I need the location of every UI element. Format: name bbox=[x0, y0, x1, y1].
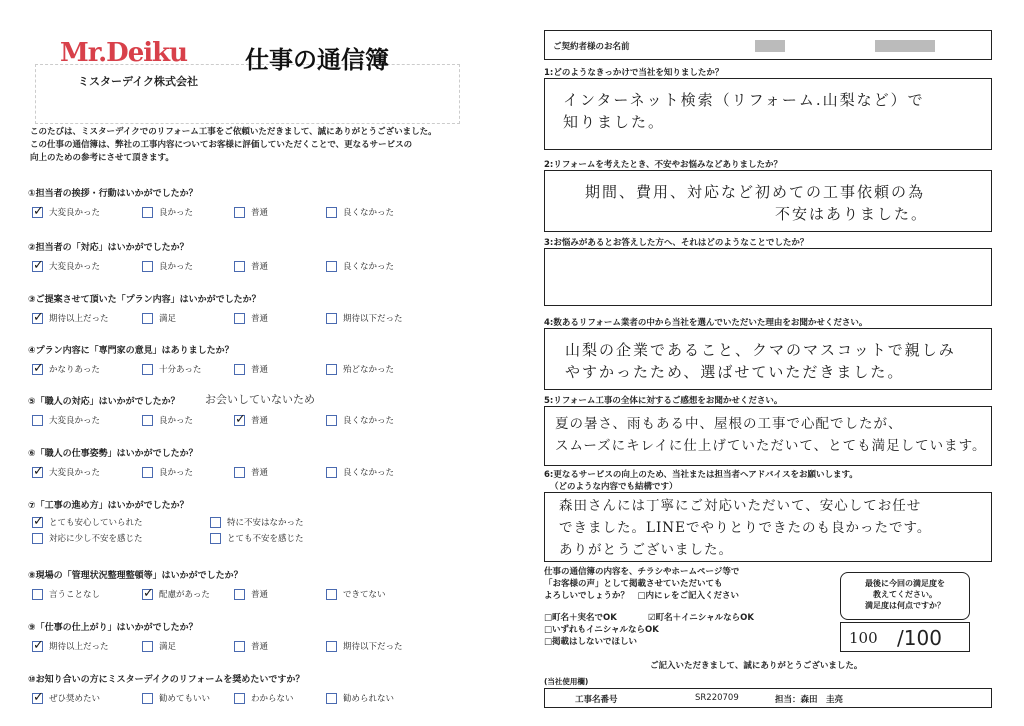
option-label: 良くなかった bbox=[343, 416, 395, 426]
option-label: 良くなかった bbox=[343, 208, 395, 218]
option-label: わからない bbox=[251, 694, 294, 704]
option-label: 良くなかった bbox=[343, 262, 395, 272]
q1-option-3[interactable] bbox=[234, 206, 308, 218]
q10-option-3[interactable] bbox=[234, 692, 308, 704]
option-label: 普通 bbox=[251, 208, 269, 218]
question-9-label: ⑨「仕事の仕上がり」はいかがでしたか？ bbox=[28, 623, 198, 633]
question-10-label: ⑩お知り合いの方にミスターデイクのリフォームを奨めたいですか？ bbox=[28, 675, 305, 685]
survey-left-page bbox=[0, 0, 500, 726]
checkbox[interactable] bbox=[142, 641, 153, 652]
checkbox[interactable] bbox=[142, 364, 153, 375]
q3-option-1[interactable] bbox=[32, 312, 124, 324]
q5-option-2[interactable] bbox=[142, 414, 216, 426]
option-label: 大変良かった bbox=[49, 416, 101, 426]
option-label: 普通 bbox=[251, 314, 269, 324]
checkbox[interactable] bbox=[326, 641, 337, 652]
q3-label: 3:お悩みがあるとお答えした方へ、それはどのようなことでしたか？ bbox=[544, 238, 809, 248]
name-label: ご契約者様のお名前 bbox=[553, 42, 630, 52]
checkbox[interactable] bbox=[234, 313, 245, 324]
option-label: ぜひ奨めたい bbox=[49, 694, 101, 704]
checkbox[interactable] bbox=[234, 415, 245, 426]
option-label: 十分あった bbox=[159, 365, 202, 375]
q7-option-4[interactable] bbox=[210, 532, 370, 544]
checkbox[interactable] bbox=[234, 467, 245, 478]
checkbox[interactable] bbox=[32, 415, 43, 426]
checkbox[interactable] bbox=[234, 364, 245, 375]
q3-option-4[interactable] bbox=[326, 312, 403, 324]
option-label: 配慮があった bbox=[159, 590, 210, 600]
option-label: 特に不安はなかった bbox=[227, 518, 304, 528]
checkbox[interactable] bbox=[32, 517, 43, 528]
name-field[interactable] bbox=[544, 30, 992, 60]
option-label: 普通 bbox=[251, 416, 269, 426]
survey-right-page bbox=[520, 0, 1024, 726]
thanks-text: ご記入いただきまして、誠にありがとうございました。 bbox=[650, 661, 863, 671]
publish-option-initials[interactable]: ☑町名＋イニシャルならOK bbox=[648, 613, 754, 623]
option-label: 期待以上だった bbox=[49, 314, 109, 324]
checkbox[interactable] bbox=[142, 415, 153, 426]
option-label: 普通 bbox=[251, 262, 269, 272]
q10-option-4[interactable] bbox=[326, 692, 400, 704]
q5-handwritten-note: お会いしていないため bbox=[205, 393, 315, 406]
checkbox[interactable] bbox=[326, 313, 337, 324]
option-label: 良かった bbox=[159, 416, 194, 426]
q9-option-2[interactable] bbox=[142, 640, 216, 652]
company-logo: Mr.Deiku bbox=[60, 38, 188, 68]
q5-option-4[interactable] bbox=[326, 414, 400, 426]
q6-answer-box[interactable] bbox=[544, 492, 992, 562]
option-label: 良かった bbox=[159, 208, 194, 218]
q10-option-2[interactable] bbox=[142, 692, 216, 704]
q7-option-1[interactable] bbox=[32, 516, 192, 528]
company-name: ミスターデイク株式会社 bbox=[78, 75, 199, 88]
q5-option-3[interactable] bbox=[234, 414, 308, 426]
q3-option-3[interactable] bbox=[234, 312, 308, 324]
q6-answer: 森田さんには丁寧にご対応いただいて、安心してお任せ できました。LINEでやりとりできたのも良かったです。 ありがとうございました。 bbox=[559, 498, 932, 558]
q3-answer-box[interactable] bbox=[544, 248, 992, 306]
option-label: 言うことなし bbox=[49, 590, 101, 600]
q2-option-3[interactable] bbox=[234, 260, 308, 272]
option-label: 普通 bbox=[251, 642, 269, 652]
checkbox[interactable] bbox=[210, 533, 221, 544]
q3-option-2[interactable] bbox=[142, 312, 216, 324]
question-6-label: ⑥「職人の仕事姿勢」はいかがでしたか？ bbox=[28, 449, 198, 459]
checkbox[interactable] bbox=[142, 467, 153, 478]
q5-label: 5:リフォーム工事の全体に対するご感想をお聞かせください。 bbox=[544, 396, 783, 406]
q2-option-1[interactable] bbox=[32, 260, 124, 272]
redacted-surname bbox=[755, 40, 785, 52]
checkbox[interactable] bbox=[142, 693, 153, 704]
q5-answer-box[interactable] bbox=[544, 406, 992, 466]
publish-consent-text: 仕事の通信簿の内容を、チラシやホームページ等で 「お客様の声」として掲載させていただいても よろしいでしょうか？ □内にㇾをご記入ください bbox=[544, 567, 740, 601]
q4-label: 4:数あるリフォーム業者の中から当社を選んでいただいた理由をお聞かせください。 bbox=[544, 318, 868, 328]
checkbox[interactable] bbox=[32, 261, 43, 272]
checkbox[interactable] bbox=[234, 207, 245, 218]
checkbox[interactable] bbox=[32, 533, 43, 544]
checkbox[interactable] bbox=[32, 589, 43, 600]
checkbox[interactable] bbox=[326, 364, 337, 375]
q6-label: 6:更なるサービスの向上のため、当社または担当者へアドバイスをお願いします。 bbox=[544, 470, 858, 480]
q1-option-1[interactable] bbox=[32, 206, 124, 218]
checkbox[interactable] bbox=[142, 589, 153, 600]
q2-option-2[interactable] bbox=[142, 260, 216, 272]
q1-label: 1:どのようなきっかけで当社を知りましたか？ bbox=[544, 68, 724, 78]
publish-option-all-initials[interactable]: □いずれもイニシャルならOK bbox=[544, 625, 659, 635]
checkbox[interactable] bbox=[32, 364, 43, 375]
checkbox[interactable] bbox=[32, 207, 43, 218]
q9-option-1[interactable] bbox=[32, 640, 124, 652]
redacted-given-name bbox=[875, 40, 935, 52]
checkbox[interactable] bbox=[234, 641, 245, 652]
work-info-row bbox=[544, 688, 992, 708]
q5-option-1[interactable] bbox=[32, 414, 124, 426]
option-label: 期待以下だった bbox=[343, 314, 403, 324]
option-label: とても不安を感じた bbox=[227, 534, 304, 544]
option-label: 大変良かった bbox=[49, 208, 101, 218]
option-label: かなりあった bbox=[49, 365, 100, 375]
option-label: とても安心していられた bbox=[49, 518, 143, 528]
q4-option-4[interactable] bbox=[326, 363, 400, 375]
option-label: 勧められない bbox=[343, 694, 395, 704]
option-label: できてない bbox=[343, 590, 386, 600]
option-label: 普通 bbox=[251, 468, 269, 478]
q8-option-4[interactable] bbox=[326, 588, 400, 600]
q4-answer: 山梨の企業であること、クマのマスコットで親しみ やすかったため、選ばせていただきました。 bbox=[565, 341, 956, 381]
option-label: 大変良かった bbox=[49, 468, 101, 478]
q9-option-4[interactable] bbox=[326, 640, 403, 652]
publish-option-realname[interactable]: □町名＋実名でOK bbox=[544, 613, 617, 623]
option-label: 良くなかった bbox=[343, 468, 395, 478]
q1-option-4[interactable] bbox=[326, 206, 400, 218]
option-label: 良かった bbox=[159, 468, 194, 478]
checkbox[interactable] bbox=[32, 467, 43, 478]
q7-option-2[interactable] bbox=[210, 516, 370, 528]
option-label: 期待以上だった bbox=[49, 642, 109, 652]
q4-answer-box[interactable] bbox=[544, 328, 992, 390]
checkbox[interactable] bbox=[234, 693, 245, 704]
checkbox[interactable] bbox=[326, 415, 337, 426]
checkbox[interactable] bbox=[326, 261, 337, 272]
question-8-label: ⑧現場の「管理状況整理整頓等」はいかがでしたか？ bbox=[28, 571, 243, 581]
q1-answer: インターネット検索（リフォーム.山梨など）で 知りました。 bbox=[563, 91, 925, 131]
option-label: 期待以下だった bbox=[343, 642, 403, 652]
score-value: 100 bbox=[849, 629, 878, 647]
checkbox[interactable] bbox=[32, 693, 43, 704]
question-3-label: ③ご提案させて頂いた「プラン内容」はいかがでしたか？ bbox=[28, 295, 261, 305]
question-5-label: ⑤「職人の対応」はいかがでしたか？ bbox=[28, 397, 180, 407]
checkbox[interactable] bbox=[326, 207, 337, 218]
q6-sublabel: （どのような内容でも結構です） bbox=[550, 482, 678, 492]
option-label: 良かった bbox=[159, 262, 194, 272]
page-title: 仕事の通信簿 bbox=[245, 46, 389, 74]
q6-option-3[interactable] bbox=[234, 466, 308, 478]
satisfaction-prompt: 最後に今回の満足度を 教えてください。 満足度は何点ですか？ bbox=[840, 572, 970, 620]
checkbox[interactable] bbox=[210, 517, 221, 528]
option-label: 大変良かった bbox=[49, 262, 101, 272]
question-2-label: ②担当者の「対応」はいかがでしたか？ bbox=[28, 243, 189, 253]
checkbox[interactable] bbox=[32, 641, 43, 652]
q9-option-3[interactable] bbox=[234, 640, 308, 652]
option-label: 満足 bbox=[159, 314, 177, 324]
checkbox[interactable] bbox=[142, 207, 153, 218]
option-label: 普通 bbox=[251, 590, 269, 600]
q6-option-4[interactable] bbox=[326, 466, 400, 478]
q1-option-2[interactable] bbox=[142, 206, 216, 218]
work-number-label: 工事名番号 bbox=[575, 695, 618, 705]
checkbox[interactable] bbox=[142, 313, 153, 324]
checkbox[interactable] bbox=[326, 693, 337, 704]
intro-text: このたびは、ミスターデイクでのリフォーム工事をご依頼いただきまして、誠にありがとうございました。 この仕事の通信簿は、弊社の工事内容についてお客様に評価していただくことで、更なるサービスの 向上のための参考にさせて頂きます。 bbox=[30, 127, 437, 163]
option-label: 普通 bbox=[251, 365, 269, 375]
work-number: SR220709 bbox=[695, 693, 739, 703]
checkbox[interactable] bbox=[32, 313, 43, 324]
q8-option-1[interactable] bbox=[32, 588, 124, 600]
q4-option-3[interactable] bbox=[234, 363, 308, 375]
option-label: 殆どなかった bbox=[343, 365, 395, 375]
publish-option-decline[interactable]: □掲載はしないでほしい bbox=[544, 637, 638, 647]
checkbox[interactable] bbox=[142, 261, 153, 272]
option-label: 勧めてもいい bbox=[159, 694, 211, 704]
staff-name: 担当：森田 圭亮 bbox=[775, 695, 844, 705]
q1-answer-box[interactable] bbox=[544, 78, 992, 150]
checkbox[interactable] bbox=[234, 261, 245, 272]
checkbox[interactable] bbox=[326, 467, 337, 478]
option-label: 満足 bbox=[159, 642, 177, 652]
q8-option-3[interactable] bbox=[234, 588, 308, 600]
satisfaction-score-field[interactable] bbox=[840, 622, 970, 652]
q5-answer: 夏の暑さ、雨もある中、屋根の工事で心配でしたが、 スムーズにキレイに仕上げていただいて、とても満足しています。 bbox=[555, 416, 987, 454]
checkbox[interactable] bbox=[234, 589, 245, 600]
question-1-label: ①担当者の挨拶・行動はいかがでしたか？ bbox=[28, 189, 198, 199]
q2-label: 2:リフォームを考えたとき、不安やお悩みなどありましたか？ bbox=[544, 160, 783, 170]
q2-option-4[interactable] bbox=[326, 260, 400, 272]
q4-option-2[interactable] bbox=[142, 363, 216, 375]
score-max: /100 bbox=[897, 626, 942, 650]
question-7-label: ⑦「工事の進め方」はいかがでしたか？ bbox=[28, 501, 189, 511]
q6-option-2[interactable] bbox=[142, 466, 216, 478]
q2-answer-box[interactable] bbox=[544, 170, 992, 232]
internal-use-label: (当社使用欄) bbox=[544, 677, 589, 686]
q8-option-2[interactable] bbox=[142, 588, 216, 600]
option-label: 対応に少し不安を感じた bbox=[49, 534, 143, 544]
q7-option-3[interactable] bbox=[32, 532, 192, 544]
q4-option-1[interactable] bbox=[32, 363, 124, 375]
q6-option-1[interactable] bbox=[32, 466, 124, 478]
q10-option-1[interactable] bbox=[32, 692, 124, 704]
question-4-label: ④プラン内容に「専門家の意見」はありましたか？ bbox=[28, 346, 234, 356]
q2-answer: 期間、費用、対応など初めての工事依頼の為 不安はありました。 bbox=[585, 183, 929, 223]
checkbox[interactable] bbox=[326, 589, 337, 600]
